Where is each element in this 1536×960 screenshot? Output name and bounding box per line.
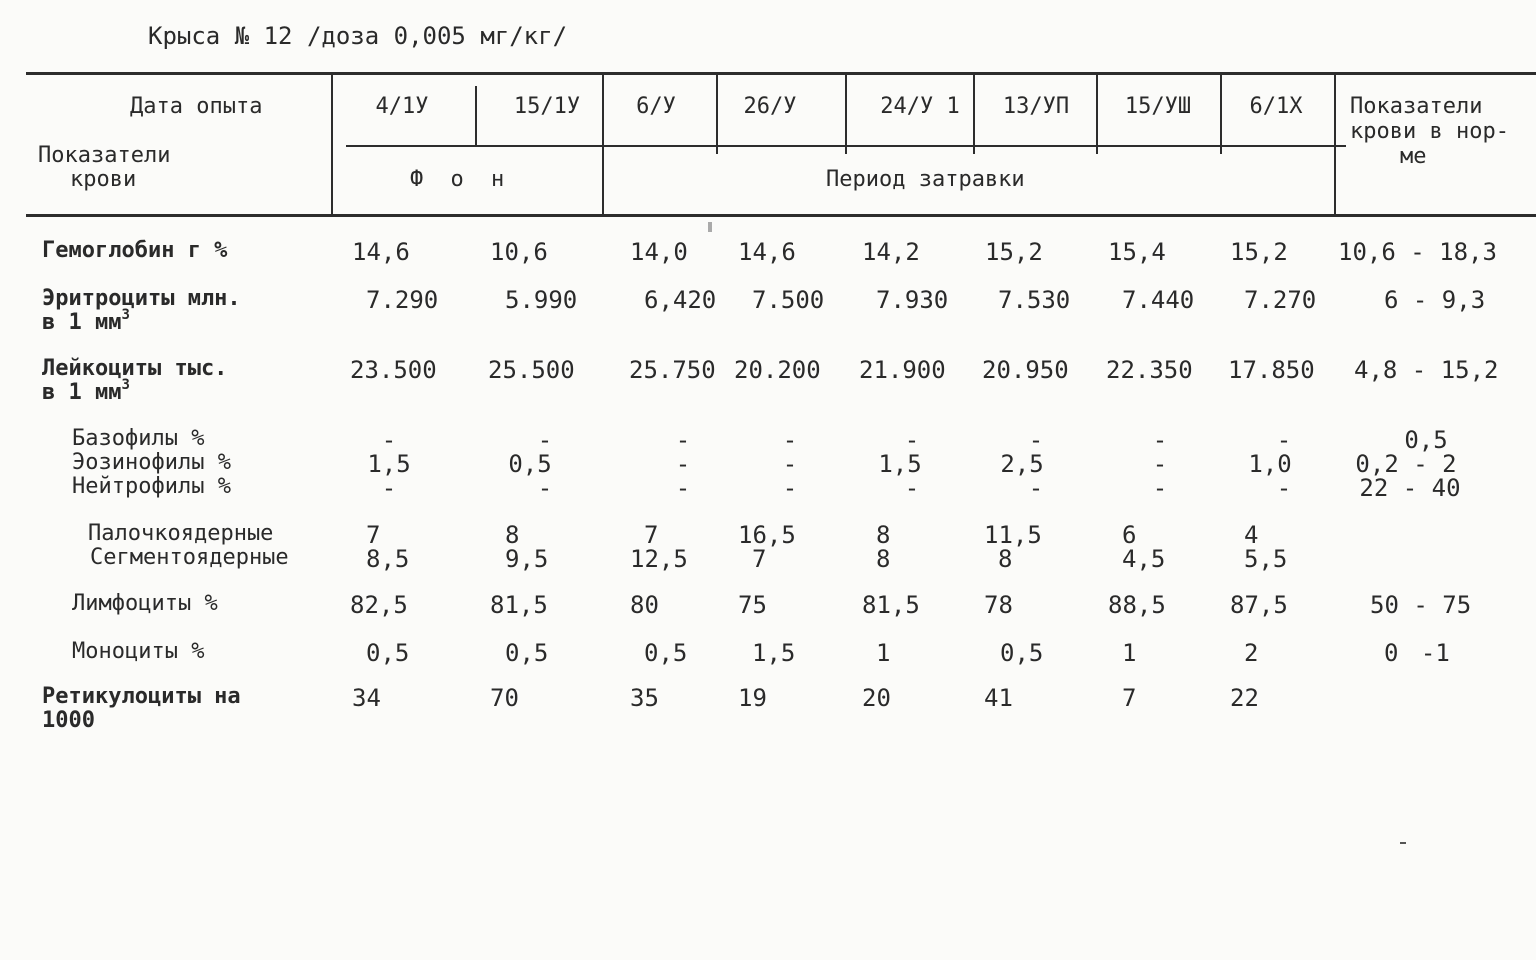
cell-eosinophils: 1,5 bbox=[878, 450, 922, 478]
header-date: 6/1Х bbox=[1249, 94, 1303, 119]
cell-segmented: 4,5 bbox=[1122, 545, 1166, 573]
date-divider bbox=[716, 74, 718, 154]
cell-band: 7 bbox=[366, 521, 381, 549]
row-label-erythrocytes-unit bbox=[42, 307, 130, 335]
cell-hemoglobin: 14,0 bbox=[630, 238, 688, 266]
header-date: 24/У 1 bbox=[880, 94, 960, 119]
cell-monocytes: 0,5 bbox=[505, 639, 549, 667]
header-divider-fon bbox=[602, 74, 604, 216]
cell-band: 7 bbox=[644, 521, 659, 549]
cell-hemoglobin: 10,6 bbox=[490, 238, 548, 266]
cell-erythrocytes: 5.990 bbox=[505, 286, 578, 314]
cell-monocytes: 1 bbox=[876, 639, 891, 667]
cell-hemoglobin: 15,2 bbox=[1230, 238, 1288, 266]
header-date: 6/У bbox=[636, 94, 676, 119]
cell-eosinophils: 2,5 bbox=[1000, 450, 1044, 478]
row-label-monocytes: Моноциты % bbox=[72, 639, 205, 664]
cell-segmented: 7 bbox=[752, 545, 767, 573]
header-group-period: Период затравки bbox=[826, 167, 1025, 192]
date-divider bbox=[475, 86, 477, 146]
cell-basophils: - bbox=[782, 426, 798, 454]
cell-monocytes-norm: 0 -1 bbox=[1384, 639, 1450, 667]
cell-leukocytes-norm: 4,8 - 15,2 bbox=[1354, 356, 1499, 384]
header-norm-label: крови в нор- bbox=[1350, 119, 1509, 144]
cell-segmented: 8 bbox=[998, 545, 1013, 573]
cell-leukocytes: 20.950 bbox=[982, 356, 1069, 384]
cell-segmented: 5,5 bbox=[1244, 545, 1288, 573]
cell-basophils: - bbox=[1276, 426, 1292, 454]
unit-text: в 1 мм bbox=[42, 310, 122, 335]
header-indicator-label: крови bbox=[70, 167, 137, 192]
row-label-leukocytes: Лейкоциты тыс. bbox=[42, 356, 228, 381]
cell-leukocytes: 25.750 bbox=[629, 356, 716, 384]
unit-text: в 1 мм bbox=[42, 380, 122, 405]
scan-speck bbox=[1400, 842, 1406, 844]
cell-leukocytes: 22.350 bbox=[1106, 356, 1193, 384]
header-date: 15/1У bbox=[513, 94, 581, 119]
cell-erythrocytes: 7.440 bbox=[1122, 286, 1195, 314]
date-divider bbox=[1220, 74, 1222, 154]
cell-reticulocytes: 34 bbox=[352, 684, 381, 712]
cell-band: 8 bbox=[876, 521, 891, 549]
cell-erythrocytes: 7.290 bbox=[366, 286, 439, 314]
cell-erythrocytes: 7.930 bbox=[876, 286, 949, 314]
cell-monocytes: 1,5 bbox=[752, 639, 796, 667]
cell-reticulocytes: 70 bbox=[490, 684, 519, 712]
cell-basophils: - bbox=[381, 426, 397, 454]
cell-leukocytes: 17.850 bbox=[1228, 356, 1315, 384]
cell-neutrophils: - bbox=[675, 474, 691, 502]
cell-eosinophils: 1,5 bbox=[367, 450, 411, 478]
cell-band: 16,5 bbox=[738, 521, 796, 549]
date-divider bbox=[845, 74, 847, 154]
cell-band: 4 bbox=[1244, 521, 1259, 549]
row-label-lymphocytes: Лимфоциты % bbox=[72, 591, 218, 616]
cell-reticulocytes: 35 bbox=[630, 684, 659, 712]
cell-basophils: - bbox=[675, 426, 691, 454]
row-label-segmented: Сегментоядерные bbox=[90, 545, 289, 570]
cell-segmented: 9,5 bbox=[505, 545, 549, 573]
cell-hemoglobin: 14,2 bbox=[862, 238, 920, 266]
cell-reticulocytes: 20 bbox=[862, 684, 891, 712]
cell-lymphocytes: 87,5 bbox=[1230, 591, 1288, 619]
cell-eosinophils: - bbox=[782, 450, 798, 478]
cell-reticulocytes: 41 bbox=[984, 684, 1013, 712]
cell-segmented: 8 bbox=[876, 545, 891, 573]
cell-hemoglobin: 15,4 bbox=[1108, 238, 1166, 266]
cell-lymphocytes: 75 bbox=[738, 591, 767, 619]
cell-basophils: - bbox=[537, 426, 553, 454]
cell-monocytes: 0,5 bbox=[366, 639, 410, 667]
cell-neutrophils: - bbox=[1028, 474, 1044, 502]
cell-hemoglobin: 15,2 bbox=[985, 238, 1043, 266]
cell-lymphocytes: 81,5 bbox=[862, 591, 920, 619]
cell-erythrocytes: 7.270 bbox=[1244, 286, 1317, 314]
cell-monocytes: 1 bbox=[1122, 639, 1137, 667]
cell-leukocytes: 20.200 bbox=[734, 356, 821, 384]
cell-neutrophils: - bbox=[381, 474, 397, 502]
date-divider bbox=[973, 74, 975, 154]
cell-neutrophils: - bbox=[537, 474, 553, 502]
cell-lymphocytes-norm: 50 - 75 bbox=[1370, 591, 1472, 619]
header-date: 4/1У bbox=[375, 94, 429, 119]
cell-erythrocytes: 6,420 bbox=[644, 286, 717, 314]
header-indicator-label: Показатели bbox=[38, 143, 171, 168]
header-divider-norm bbox=[1334, 74, 1336, 216]
row-label-hemoglobin: Гемоглобин г % bbox=[42, 238, 228, 263]
header-date-label: Дата опыта bbox=[130, 94, 263, 119]
row-label-band: Палочкоядерные bbox=[88, 521, 274, 546]
cell-hemoglobin: 14,6 bbox=[738, 238, 796, 266]
header-divider-left bbox=[331, 74, 333, 216]
row-label-erythrocytes: Эритроциты млн. bbox=[42, 286, 241, 311]
cell-neutrophils: - bbox=[1276, 474, 1292, 502]
cell-segmented: 8,5 bbox=[366, 545, 410, 573]
cell-erythrocytes-norm: 6 - 9,3 bbox=[1384, 286, 1486, 314]
cell-erythrocytes: 7.500 bbox=[752, 286, 825, 314]
table-top-rule bbox=[26, 72, 1536, 75]
cell-hemoglobin-norm: 10,6 - 18,3 bbox=[1338, 238, 1497, 266]
scan-speck bbox=[708, 222, 712, 232]
cell-segmented: 12,5 bbox=[630, 545, 688, 573]
cell-lymphocytes: 82,5 bbox=[350, 591, 408, 619]
cell-eosinophils: - bbox=[675, 450, 691, 478]
unit-superscript: 3 bbox=[121, 377, 130, 393]
page-title: Крыса № 12 /доза 0,005 мг/кг/ bbox=[148, 22, 568, 50]
header-norm-label: ме bbox=[1400, 144, 1427, 169]
unit-superscript: 3 bbox=[121, 307, 130, 323]
cell-band: 11,5 bbox=[984, 521, 1042, 549]
row-label-basophils: Базофилы % bbox=[72, 426, 205, 451]
cell-neutrophils: - bbox=[782, 474, 798, 502]
cell-basophils: - bbox=[1028, 426, 1044, 454]
cell-monocytes: 0,5 bbox=[1000, 639, 1044, 667]
header-date: 26/У bbox=[743, 94, 797, 119]
cell-neutrophils-norm: 22 - 40 bbox=[1359, 474, 1461, 502]
cell-hemoglobin: 14,6 bbox=[352, 238, 410, 266]
cell-basophils: - bbox=[904, 426, 920, 454]
cell-monocytes: 2 bbox=[1244, 639, 1259, 667]
date-divider bbox=[1096, 74, 1098, 154]
row-label-reticulocytes: 1000 bbox=[42, 708, 95, 733]
cell-band: 8 bbox=[505, 521, 520, 549]
header-date: 15/УШ bbox=[1124, 94, 1192, 119]
cell-eosinophils-norm: 0,2 - 2 bbox=[1355, 450, 1457, 478]
cell-eosinophils: 0,5 bbox=[508, 450, 552, 478]
cell-lymphocytes: 88,5 bbox=[1108, 591, 1166, 619]
table-header-bottom-rule bbox=[26, 214, 1536, 217]
header-norm-label: Показатели bbox=[1350, 94, 1483, 119]
cell-erythrocytes: 7.530 bbox=[998, 286, 1071, 314]
cell-leukocytes: 23.500 bbox=[350, 356, 437, 384]
header-date: 13/УП bbox=[1002, 94, 1070, 119]
cell-neutrophils: - bbox=[1152, 474, 1168, 502]
cell-lymphocytes: 78 bbox=[984, 591, 1013, 619]
cell-neutrophils: - bbox=[904, 474, 920, 502]
cell-basophils: - bbox=[1152, 426, 1168, 454]
cell-lymphocytes: 81,5 bbox=[490, 591, 548, 619]
cell-leukocytes: 25.500 bbox=[488, 356, 575, 384]
row-label-reticulocytes: Ретикулоциты на bbox=[42, 684, 241, 709]
cell-reticulocytes: 19 bbox=[738, 684, 767, 712]
header-group-fon: Ф о н bbox=[410, 167, 505, 192]
cell-monocytes: 0,5 bbox=[644, 639, 688, 667]
cell-lymphocytes: 80 bbox=[630, 591, 659, 619]
cell-basophils-norm: 0,5 bbox=[1404, 426, 1448, 454]
row-label-eosinophils: Эозинофилы % bbox=[72, 450, 231, 475]
cell-reticulocytes: 22 bbox=[1230, 684, 1259, 712]
cell-eosinophils: - bbox=[1152, 450, 1168, 478]
cell-reticulocytes: 7 bbox=[1122, 684, 1137, 712]
row-label-neutrophils: Нейтрофилы % bbox=[72, 474, 231, 499]
cell-band: 6 bbox=[1122, 521, 1137, 549]
row-label-leukocytes-unit bbox=[42, 377, 130, 405]
cell-eosinophils: 1,0 bbox=[1248, 450, 1292, 478]
cell-leukocytes: 21.900 bbox=[859, 356, 946, 384]
